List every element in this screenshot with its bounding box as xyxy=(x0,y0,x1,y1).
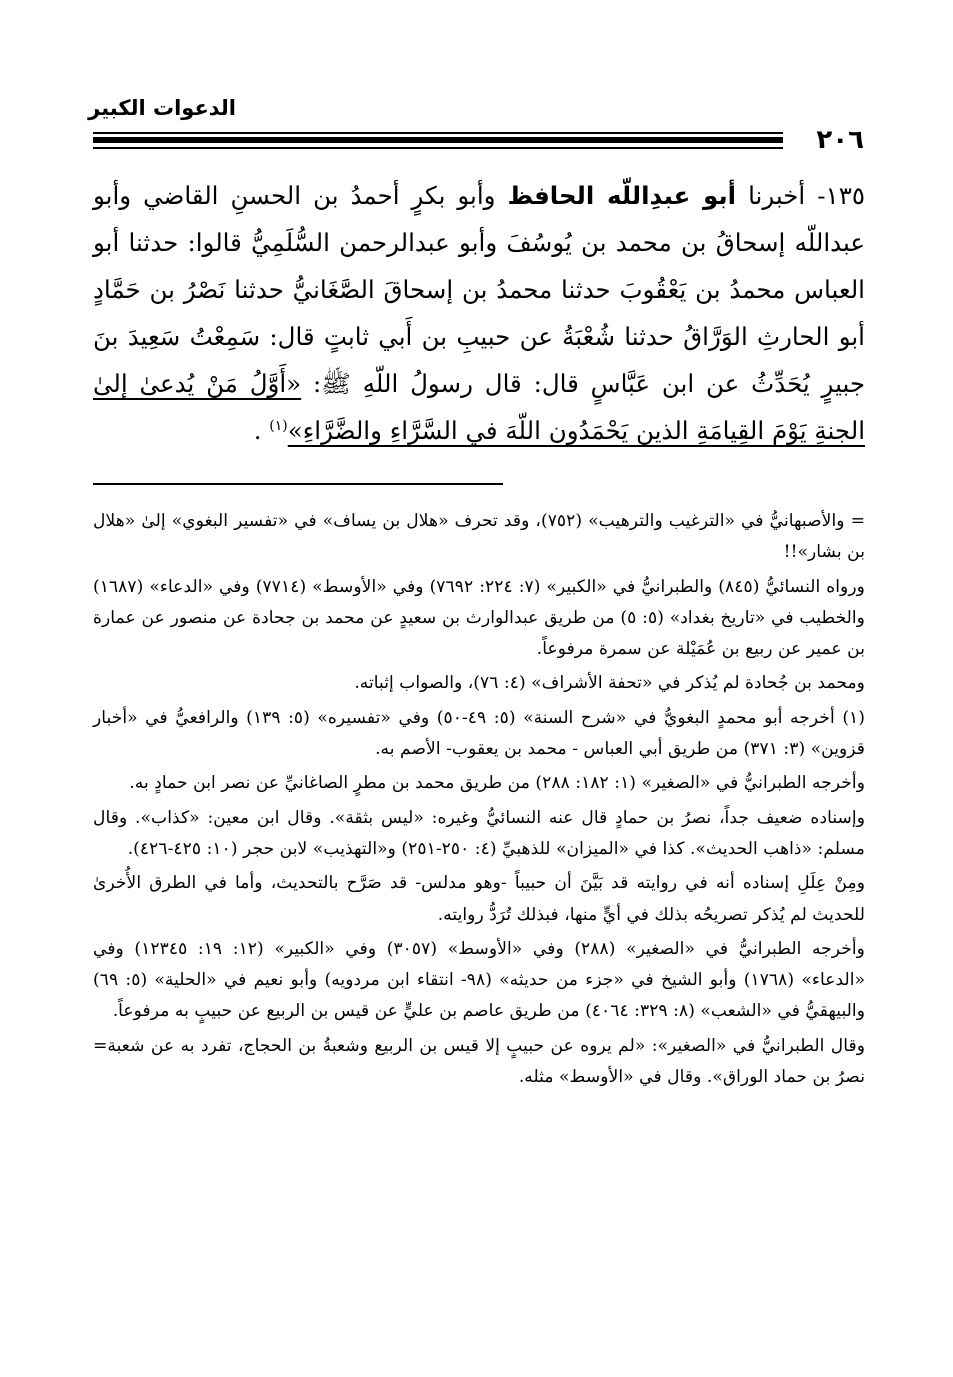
running-title: الدعوات الكبير xyxy=(88,96,236,120)
footnote-separator xyxy=(93,483,503,485)
header-rule-top xyxy=(93,132,783,134)
hadith-text xyxy=(93,172,865,454)
continuation-mark: = xyxy=(93,1035,108,1056)
header-rule-bottom xyxy=(93,147,783,149)
hadith-number: ١٣٥- xyxy=(817,181,866,210)
footnote-paragraph: وإسناده ضعيف جداً، نصرُ بن حمادٍ قال عنه النسائيُّ وغيره: «ليس بثقة». وقال ابن معين: «كذاب». وقال مسلم: «ذاهب الحديث». كذا في «الميزان» للذهبيِّ (٤: ٢٥٠-٢٥١) و«التهذيب» لابن حجر (١٠: ٤٢٥-٤٢٦). xyxy=(93,807,865,859)
footnote-paragraph: = والأصبهانيُّ في «الترغيب والترهيب» (٧٥٢)، وقد تحرف «هلال بن يساف» في «تفسير البغوي» إلىٰ «هلال بن بشار»!! xyxy=(93,511,865,563)
footnote-paragraph: ومِنْ عِلَلِ إسناده أنه في روايته قد بَيَّنَ أن حبيباً -وهو مدلس- قد صَرَّح بالتحديث، وأما في الطرق الأُخرىٰ للحديث لم يُذكر تصريحُه بذلك في أيٍّ منها، فبذلك تُرَدُّ روايته. xyxy=(93,873,865,925)
footnote-paragraph: (١) أخرجه أبو محمدٍ البغويُّ في «شرح السنة» (٥: ٤٩-٥٠) وفي «تفسيره» (٥: ١٣٩) والرافعيُّ في «أخبار قزوين» (٣: ٣٧١) من طريق أبي العباس - محمد بن يعقوب- الأصم به. xyxy=(93,707,865,760)
hadith-end: . xyxy=(253,416,262,445)
footnote-paragraph: ومحمد بن جُحادة لم يُذكر في «تحفة الأشراف» (٤: ٧٦)، والصواب إثباته. xyxy=(354,673,865,694)
hadith-chain: وأبو بكرٍ أحمدُ بن الحسنِ القاضي وأبو عبداللّه إسحاقُ بن محمد بن يُوسُفَ وأبو عبدالرحمن السُّلَمِيُّ قالوا: حدثنا أبو العباس محمدُ بن يَعْقُوبَ حدثنا محمدُ بن إسحاقَ الصَّغَانيُّ حدثنا نَصْرُ بن حَمَّادٍ أبو الحارثِ الوَرَّاقُ حدثنا شُعْبَةُ عن حبيبِ بن أَبي ثابتٍ قال: سَمِعْتُ سَعِيدَ بنَ جبيرٍ يُحَدِّثُ عن ابن عَبَّاسٍ قال: قال رسولُ اللّهِ ﷺ: xyxy=(93,181,866,398)
footnote-paragraph: وأخرجه الطبرانيُّ في «الصغير» (٢٨٨) وفي «الأوسط» (٣٠٥٧) وفي «الكبير» (١٢: ١٩: ١٢٣٤٥) وفي «الدعاء» (١٧٦٨) وأبو الشيخ في «جزء من حديثه» (٩٨- انتقاء ابن مردويه) وأبو نعيم في «الحلية» (٥: ٦٩) والبيهقيُّ في «الشعب» (٨: ٣٢٩: ٤٠٦٤) من طريق عاصم بن عليٍّ عن قيس بن الربيع عن حبيبٍ به مرفوعاً. xyxy=(93,938,865,1022)
page-number: ٢٠٦ xyxy=(816,125,864,155)
footnote-paragraph: وأخرجه الطبرانيُّ في «الصغير» (١: ١٨٢: ٢٨٨) من طريق محمد بن مطرٍ الصاغانيِّ عن نصر ابن حمادٍ به. xyxy=(129,773,865,794)
header-rule-thick xyxy=(93,137,783,143)
footnote-paragraph: ورواه النسائيُّ (٨٤٥) والطبرانيُّ في «الكبير» (٧: ٢٢٤: ٧٦٩٢) وفي «الأوسط» (٧٧١٤) وفي «الدعاء» (١٦٨٧) والخطيب في «تاريخ بغداد» (٥: ٥) من طريق عبدالوارث بن سعيدٍ عن محمد بن جحادة عن منصور عن عمارة بن عمير عن ربيع بن عُمَيْلة عن سمرة مرفوعاً. xyxy=(93,576,865,660)
footnote-ref: (١) xyxy=(269,417,288,434)
footnote-last-row xyxy=(93,1031,865,1094)
footnotes xyxy=(93,506,865,1093)
hadith-narrator: أبو عبدِاللّه الحافظ xyxy=(507,181,737,210)
hadith-intro: أخبرنا xyxy=(748,181,806,210)
footnote-paragraph: وقال الطبرانيُّ في «الصغير»: «لم يروه عن حبيبٍ إلا قيس بن الربيع وشعبةُ بن الحجاج، تفرد به عن شعبة نصرُ بن حماد الوراق». وقال في «الأوسط» مثله. xyxy=(107,1035,865,1088)
hadith-matn: «أَوَّلُ مَنْ يُدعىٰ إلىٰ الجنةِ يَوْمَ القِيامَةِ الذين يَحْمَدُون اللّهَ في السَّرَّاءِ والضَّرَّاءِ» xyxy=(93,369,865,445)
